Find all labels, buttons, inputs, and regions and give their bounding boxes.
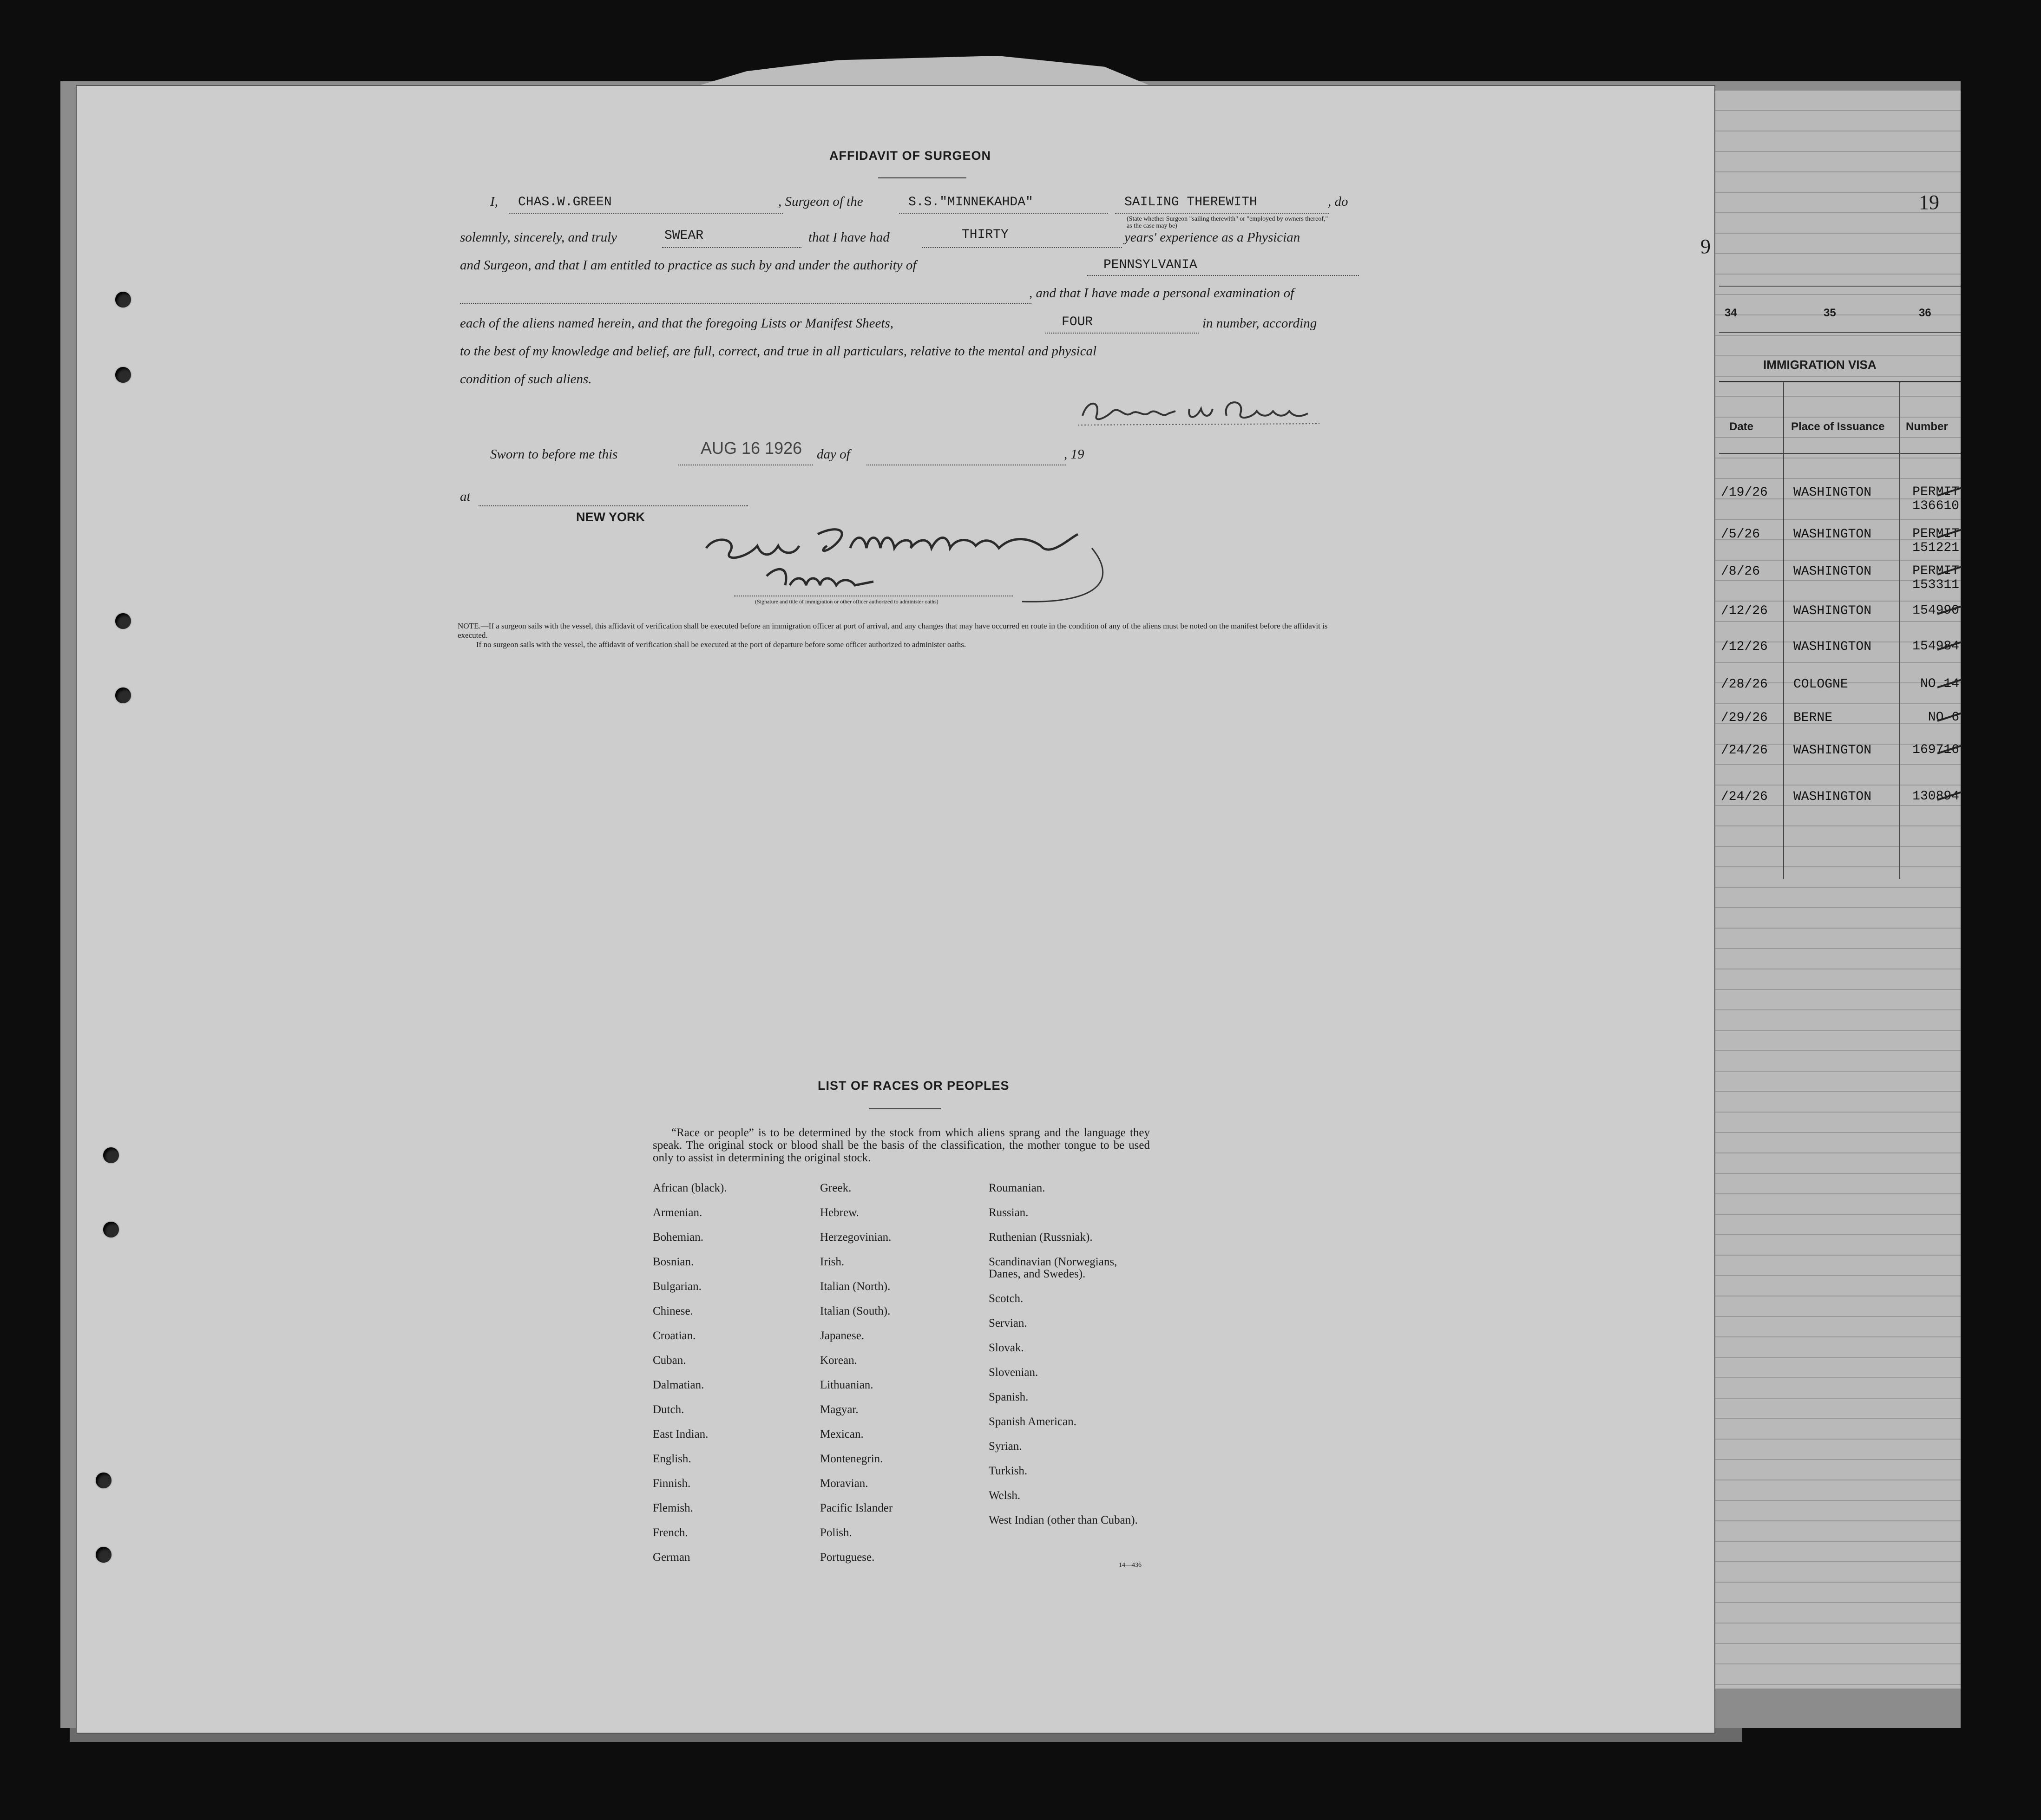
page-number: 19 [1919,191,1939,214]
race-item: Hebrew. [820,1206,859,1219]
sailing-status: SAILING THEREWITH [1124,195,1257,209]
visa-date: /24/26 [1721,790,1768,804]
header-place: Place of Issuance [1791,420,1885,433]
note-2: If no surgeon sails with the vessel, the affidavit of verification shall be executed at the port of departure before some officer authorized to administer oaths. [476,640,966,649]
oath-word: SWEAR [664,229,704,243]
race-item: Slovenian. [989,1366,1038,1379]
col-number-35: 35 [1824,307,1836,319]
race-item: Italian (South). [820,1305,891,1317]
race-item: East Indian. [653,1428,709,1440]
race-item: Croatian. [653,1329,696,1342]
immigration-visa-heading: IMMIGRATION VISA [1763,358,1877,372]
blank-authority-line [460,303,1031,304]
race-item: Roumanian. [989,1182,1045,1194]
visa-place: WASHINGTON [1793,604,1872,618]
visa-date: /29/26 [1721,711,1768,725]
col-number-bottom-rule [1719,332,1961,333]
visa-place: COLOGNE [1793,677,1848,692]
visa-place: WASHINGTON [1793,743,1872,758]
race-item: Armenian. [653,1206,702,1219]
header-bottom-rule [1719,453,1961,454]
race-item: Scandinavian (Norwegians, Danes, and Swedes). [989,1256,1117,1280]
binder-hole [115,367,131,383]
years-value: THIRTY [962,228,1009,242]
race-item: Irish. [820,1256,845,1268]
line7-text: condition of such aliens. [460,372,592,386]
binder-hole [103,1222,119,1237]
col-divider-1 [1783,382,1784,879]
race-item: Spanish. [989,1391,1029,1403]
binder-hole [103,1147,119,1163]
race-item: Servian. [989,1317,1027,1329]
line2-mid: that I have had [808,230,890,245]
affidavit-heading: AFFIDAVIT OF SURGEON [829,149,991,163]
races-intro: “Race or people” is to be determined by the stock from which aliens sprang and the language they speak. The original stock or blood shall be the basis of the classification, the mother tongue to be used only to assist in determining the original stock. [653,1126,1150,1164]
state-value: PENNSYLVANIA [1103,258,1197,272]
races-column-3 [989,1182,1147,1539]
header-number: Number [1906,420,1948,433]
race-item: Finnish. [653,1477,691,1490]
visa-number: 154984 [1912,639,1959,654]
note-1: NOTE.—If a surgeon sails with the vessel, this affidavit of verification shall be executed before an immigration officer at port of arrival, and any changes that may have occurred en route in the condition of any of the aliens must be noted on the manifest before the affidavit is executed. [458,622,1328,640]
visa-date: /12/26 [1721,640,1768,654]
do-label: , do [1328,194,1348,209]
visa-place: BERNE [1793,711,1833,725]
sheets-value: FOUR [1062,315,1093,329]
officer-caption: (Signature and title of immigration or other officer authorized to administer oaths) [755,598,938,605]
side-number: 9 [1700,235,1711,258]
race-item: Portuguese. [820,1551,875,1564]
races-column-1 [653,1182,727,1576]
surgeon-signature [1069,390,1329,432]
race-item: German [653,1551,690,1564]
races-heading: LIST OF RACES OR PEOPLES [818,1079,1010,1093]
sworn-date-stamp: AUG 16 1926 [701,439,802,458]
line2-suffix: years' experience as a Physician [1124,230,1300,245]
binder-hole [115,687,131,703]
col-number-36: 36 [1919,307,1931,319]
visa-date: /28/26 [1721,677,1768,692]
visa-date: /12/26 [1721,604,1768,618]
race-item: Scotch. [989,1292,1024,1305]
line4-text: , and that I have made a personal examination of [1029,286,1294,301]
surgeon-name-line [509,213,783,214]
day-of-label: day of [817,447,850,462]
header-date: Date [1729,420,1754,433]
race-item: Pacific Islander [820,1502,893,1514]
sailing-note: (State whether Surgeon "sailing therewith" or "employed by owners thereof," as the case may be) [1127,216,1328,229]
affidavit-page [77,86,1714,1733]
line3-prefix: and Surgeon, and that I am entitled to practice as such by and under the authority of [460,258,917,273]
binder-hole [96,1473,112,1488]
visa-date: /5/26 [1721,527,1760,542]
race-item: Bohemian. [653,1231,704,1244]
race-item: Slovak. [989,1342,1024,1354]
race-item: Montenegrin. [820,1453,883,1465]
race-item: English. [653,1453,691,1465]
race-item: Russian. [989,1206,1029,1219]
visa-number: 130894 [1912,789,1959,804]
visa-number: 169716 [1912,743,1959,757]
race-item: Italian (North). [820,1280,891,1293]
form-number: 14—436 [1119,1562,1142,1569]
visa-heading-rule [1719,381,1961,382]
visa-number: NO 14 [1920,677,1959,691]
note-paragraph [458,622,1357,649]
race-item: Mexican. [820,1428,864,1440]
state-line [1087,275,1359,276]
race-item: Magyar. [820,1403,859,1416]
i-label: I, [490,194,498,209]
race-item: French. [653,1526,688,1539]
oath-line [662,247,801,248]
race-item: Welsh. [989,1489,1021,1502]
nineteen-label: , 19 [1064,447,1084,462]
race-item: Moravian. [820,1477,868,1490]
sworn-prefix: Sworn to before me this [490,447,618,462]
race-item: Dalmatian. [653,1379,704,1391]
binder-hole [96,1547,112,1563]
race-item: Korean. [820,1354,857,1367]
line6-text: to the best of my knowledge and belief, are full, correct, and true in all particulars, relative to the mental and physical [460,344,1097,359]
visa-place: WASHINGTON [1793,790,1872,804]
visa-date: /8/26 [1721,564,1760,579]
visa-place: WASHINGTON [1793,640,1872,654]
visa-date: /19/26 [1721,485,1768,500]
visa-number: PERMIT 151221 [1912,527,1959,555]
race-item: Japanese. [820,1329,865,1342]
race-item: West Indian (other than Cuban). [989,1514,1138,1526]
surgeon-name: CHAS.W.GREEN [518,195,612,209]
col-divider-2 [1899,382,1900,879]
ship-line [899,213,1108,214]
place-stamp: NEW YORK [576,510,645,524]
race-item: Bosnian. [653,1256,694,1268]
sheets-line [1045,333,1199,334]
visa-number: 154990 [1912,603,1959,618]
race-item: Flemish. [653,1502,693,1514]
ship-name: S.S."MINNEKAHDA" [908,195,1033,209]
visa-number: NO 6 [1928,710,1959,725]
race-item: Lithuanian. [820,1379,873,1391]
binder-hole [115,292,131,308]
binder-hole [115,613,131,629]
races-column-2 [820,1182,893,1576]
visa-place: WASHINGTON [1793,485,1872,500]
col-number-34: 34 [1725,307,1737,319]
race-item: Turkish. [989,1465,1028,1477]
race-item: Spanish American. [989,1415,1076,1428]
race-item: Cuban. [653,1354,686,1367]
visa-place: WASHINGTON [1793,564,1872,579]
at-label: at [460,489,471,504]
column-number-rule [1719,286,1961,287]
visa-place: WASHINGTON [1793,527,1872,542]
line5-suffix: in number, according [1202,316,1317,331]
race-item: African (black). [653,1182,727,1194]
visa-number: PERMIT 153311 [1912,564,1959,592]
manifest-sheet-right [1673,91,1961,1689]
race-item: Ruthenian (Russniak). [989,1231,1093,1244]
visa-date: /24/26 [1721,743,1768,758]
line5-prefix: each of the aliens named herein, and that the foregoing Lists or Manifest Sheets, [460,316,893,331]
race-item: Greek. [820,1182,852,1194]
sailing-line [1115,213,1329,214]
visa-number: PERMIT 136610 [1912,485,1959,513]
heading-rule [878,177,966,178]
race-item: Polish. [820,1526,852,1539]
at-line [479,505,748,506]
years-line [922,247,1122,248]
race-item: Bulgarian. [653,1280,702,1293]
race-item: Chinese. [653,1305,693,1317]
line2-prefix: solemnly, sincerely, and truly [460,230,617,245]
surgeon-of-label: , Surgeon of the [778,194,863,209]
race-item: Herzegovinian. [820,1231,892,1244]
race-item: Dutch. [653,1403,684,1416]
race-item: Syrian. [989,1440,1022,1453]
races-heading-rule [869,1108,941,1109]
